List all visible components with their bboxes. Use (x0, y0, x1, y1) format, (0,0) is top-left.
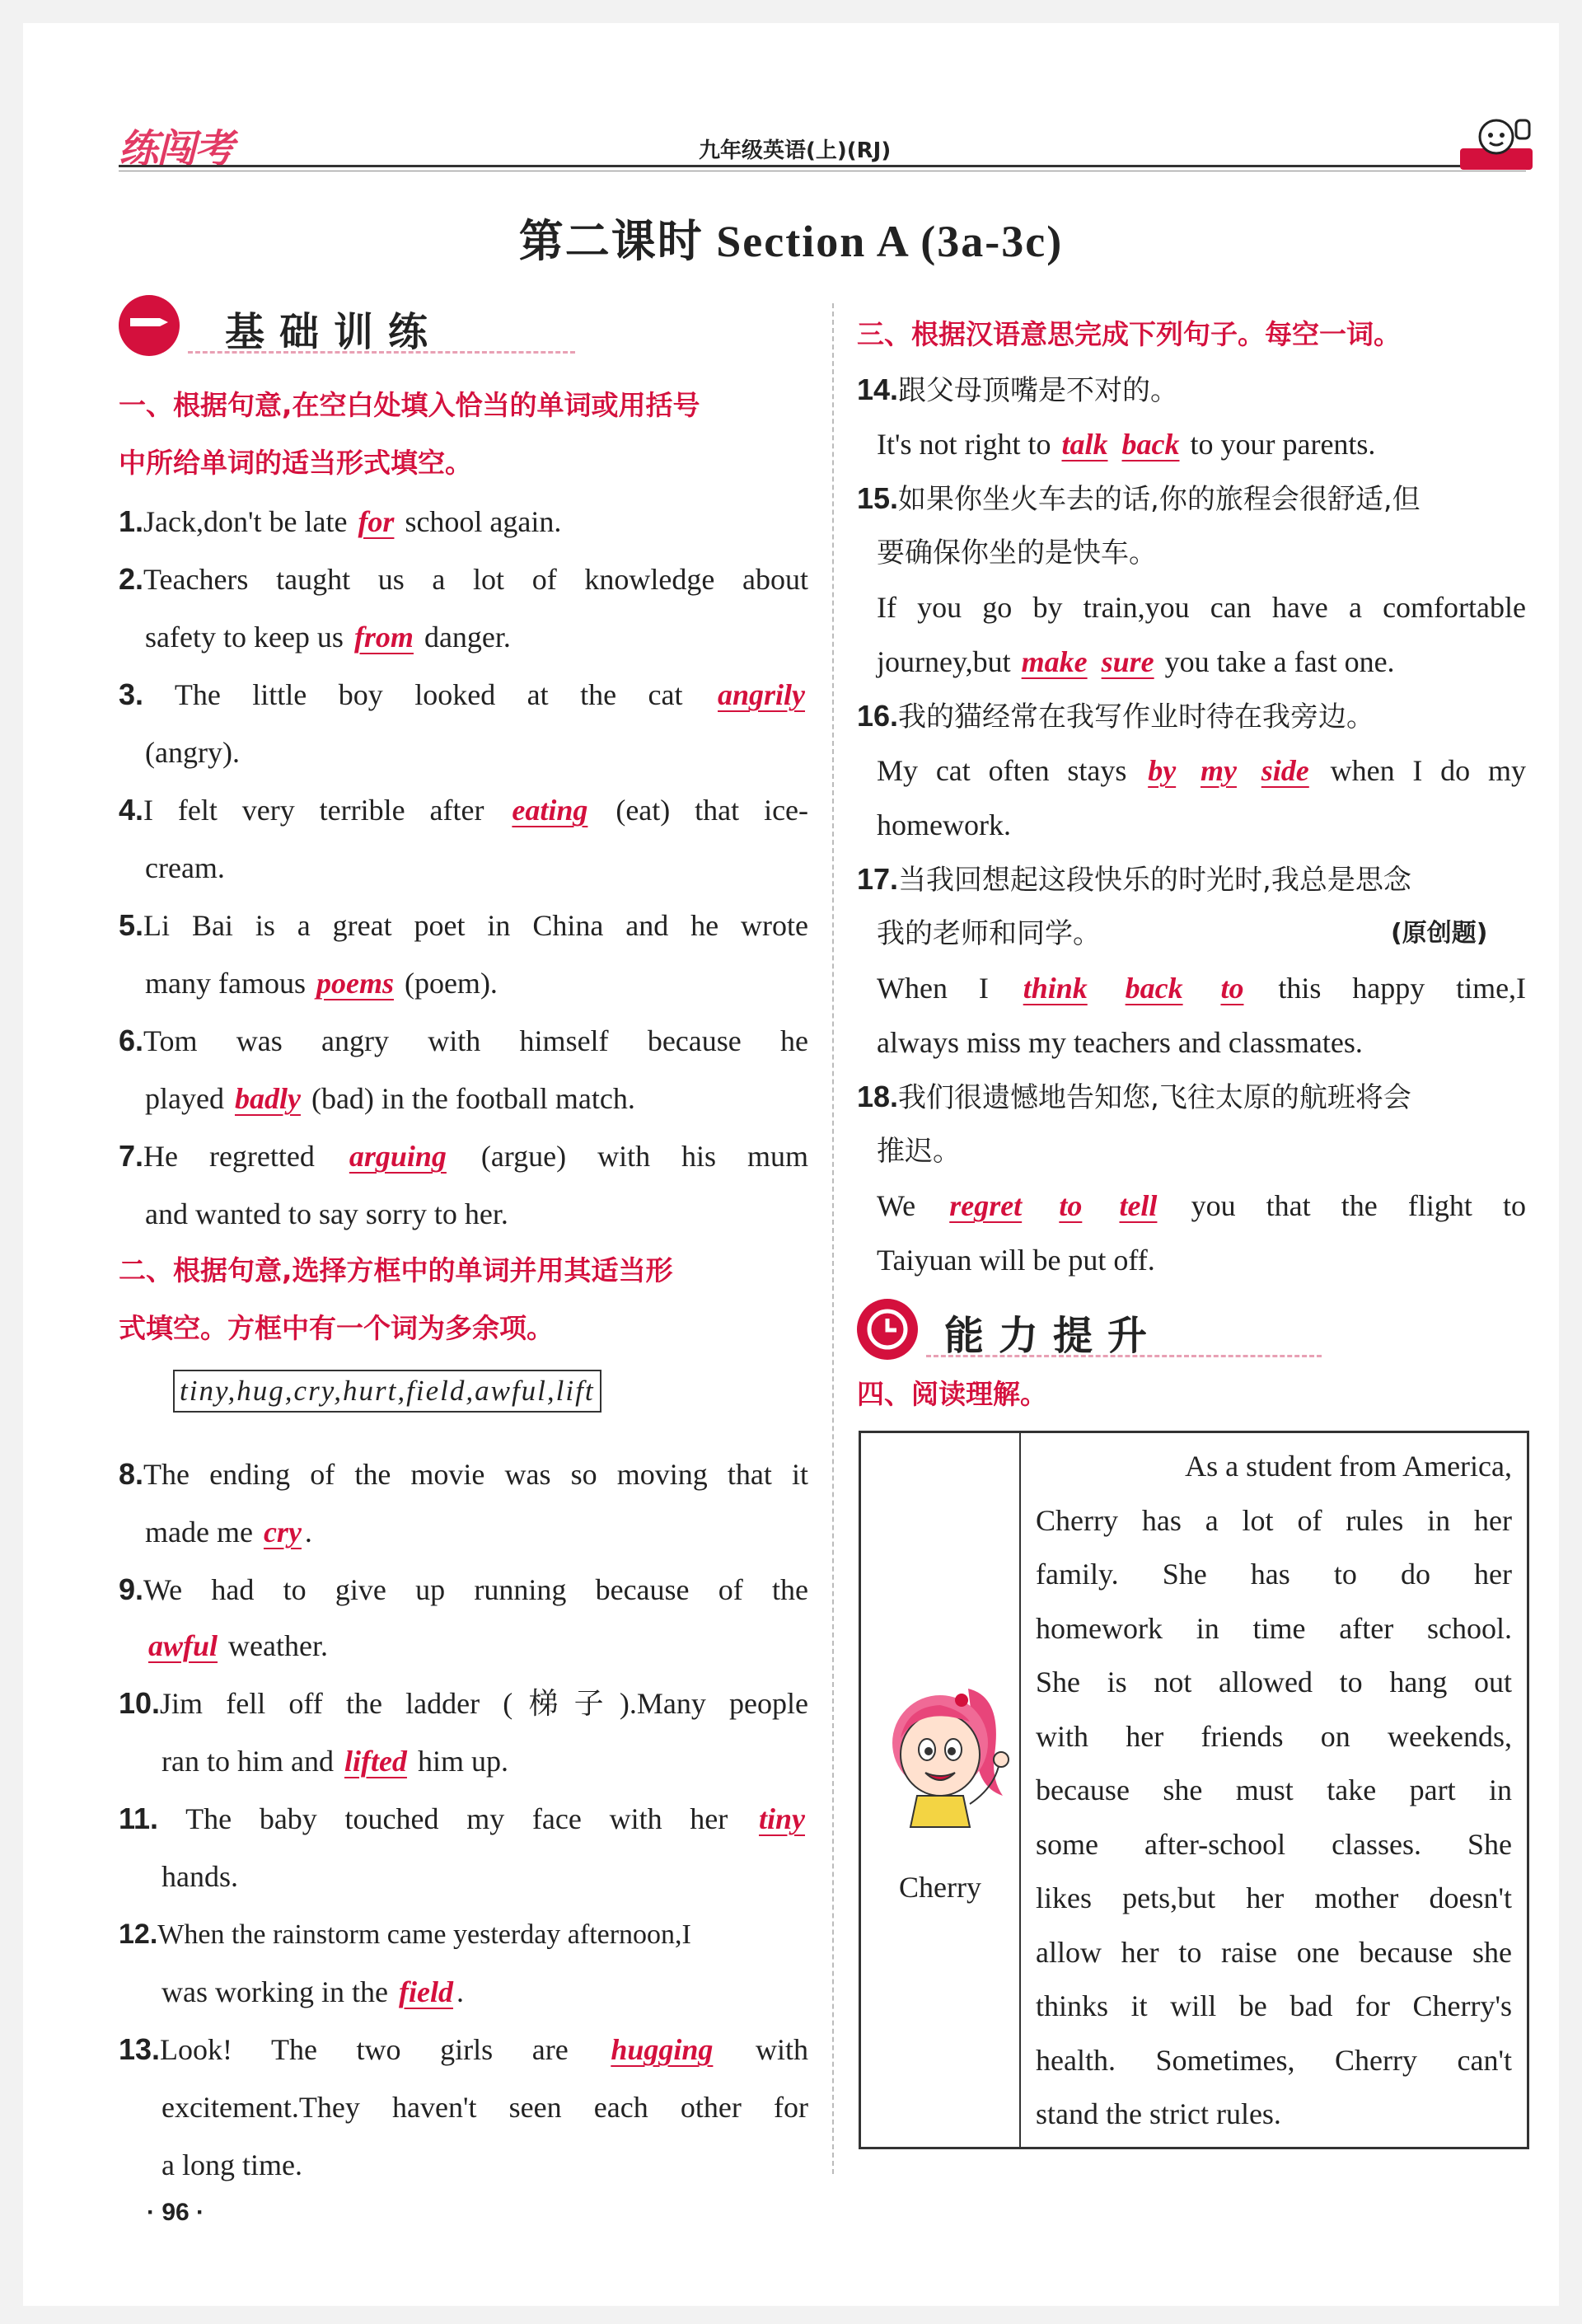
question-18-cn-cont: 推迟。 (877, 1135, 961, 1168)
reading-box-divider (1019, 1433, 1021, 2147)
answer-tell: tell (1119, 1189, 1158, 1222)
passage-line: likes pets,but her mother doesn't (1036, 1881, 1512, 1914)
part4-instruction: 四、阅读理解。 (857, 1378, 1047, 1410)
question-5: 5.Li Bai is a great poet in China and he wrote (119, 908, 808, 942)
answer-lifted: lifted (344, 1745, 407, 1778)
answer-tiny: tiny (758, 1802, 805, 1835)
passage-line: thinks it will be bad for Cherry's (1036, 1989, 1512, 2022)
question-6-cont: played badly (bad) in the football match. (145, 1082, 635, 1115)
section-ability-title: 能力提升 (944, 1313, 1163, 1359)
fist-mascot-icon (1457, 115, 1536, 173)
answer-poems: poems (316, 967, 394, 1000)
column-divider (832, 303, 834, 2174)
question-13-cont: excitement.They haven't seen each other for (161, 2091, 808, 2124)
answer-hugging: hugging (611, 2033, 714, 2066)
page-number: · 96 · (147, 2199, 205, 2226)
answer-cry: cry (263, 1516, 302, 1549)
answer-to-2: to (1059, 1189, 1083, 1222)
question-14-cn: 14.跟父母顶嘴是不对的。 (857, 372, 1179, 407)
answer-awful: awful (148, 1629, 218, 1662)
question-9-cont: awful weather. (145, 1625, 328, 1666)
part1-instruction-cont: 中所给单词的适当形式填空。 (119, 447, 472, 479)
reading-box (859, 1431, 1529, 2149)
question-15-en: If you go by train,you can have a comfortable (877, 591, 1526, 624)
question-2: 2.Teachers taught us a lot of knowledge about (119, 562, 808, 596)
part1-instruction: 一、根据句意,在空白处填入恰当的单词或用括号 (119, 389, 700, 421)
answer-from: from (353, 621, 414, 654)
section-basic-rule (188, 351, 575, 354)
question-15-cn-cont: 要确保你坐的是快车。 (877, 536, 1157, 569)
header-rule (119, 165, 1526, 167)
question-17-en: When I think back to this happy time,I (877, 972, 1527, 1005)
question-7-cont: and wanted to say sorry to her. (145, 1197, 508, 1230)
answer-to: to (1220, 972, 1244, 1005)
passage-line: homework in time after school. (1036, 1611, 1512, 1645)
question-10: 10.Jim fell off the ladder (梯子).Many people (119, 1686, 808, 1720)
passage-line: family. She has to do her (1036, 1558, 1512, 1591)
clock-icon (857, 1299, 918, 1360)
question-17-en-cont: always miss my teachers and classmates. (877, 1026, 1363, 1059)
section-icon (119, 295, 180, 356)
answer-eating: eating (512, 794, 588, 827)
part2-instruction-cont: 式填空。方框中有一个词为多余项。 (119, 1312, 554, 1344)
question-13-end: a long time. (161, 2148, 302, 2181)
question-12: 12.When the rainstorm came yesterday afternoon,I (119, 1919, 691, 1950)
passage-line: She is not allowed to hang out (1036, 1666, 1512, 1698)
section-ability-rule (926, 1355, 1322, 1357)
question-7: 7.He regretted arguing (argue) with his mum (119, 1139, 808, 1173)
question-17-cn: 17.当我回想起这段快乐的时光时,我总是思念 (857, 862, 1411, 897)
original-question-tag: (原创题) (1391, 919, 1488, 948)
question-13: 13.Look! The two girls are hugging with (119, 2032, 809, 2066)
question-8: 8.The ending of the movie was so moving that it (119, 1457, 808, 1491)
question-16-en: My cat often stays by my side when I do my (877, 754, 1526, 787)
passage-line: allow her to raise one because she (1036, 1935, 1512, 1969)
question-18-cn: 18.我们很遗憾地告知您,飞往太原的航班将会 (857, 1080, 1411, 1114)
question-1: 1.Jack,don't be late for school again. (119, 504, 562, 538)
question-18-en: We regret to tell you that the flight to (877, 1189, 1527, 1222)
answer-regret: regret (949, 1189, 1023, 1222)
question-18-en-cont: Taiyuan will be put off. (877, 1244, 1155, 1277)
header-book-title: 九年级英语(上)(RJ) (699, 138, 892, 163)
passage-line: health. Sometimes, Cherry can't (1036, 2043, 1512, 2077)
answer-talk: talk (1061, 428, 1108, 461)
question-8-cont: made me cry . (145, 1516, 312, 1549)
word-box: tiny,hug,cry,hurt,field,awful,lift (173, 1370, 601, 1413)
answer-field: field (398, 1975, 453, 2008)
lesson-title: 第二课时 Section A (3a-3c) (518, 217, 1064, 266)
question-15-cn: 15.如果你坐火车去的话,你的旅程会很舒适,但 (857, 481, 1421, 516)
answer-back: back (1121, 428, 1180, 461)
question-11-cont: hands. (161, 1860, 238, 1893)
question-14-en: It's not right to talk back to your parents. (877, 428, 1376, 461)
section-ability-icon (857, 1299, 918, 1360)
question-3-cont: (angry). (145, 736, 240, 769)
question-11: 11. The baby touched my face with her tiny (119, 1798, 808, 1839)
section-basic-title: 基础训练 (225, 309, 443, 355)
pen-icon (119, 295, 180, 356)
question-16-en-cont: homework. (877, 808, 1011, 841)
answer-side: side (1261, 754, 1309, 787)
question-15-en-cont: journey,but make sure you take a fast one. (877, 645, 1395, 678)
question-16-cn: 16.我的猫经常在我写作业时待在我旁边。 (857, 699, 1375, 733)
question-17-cn-cont: 我的老师和同学。 (877, 917, 1101, 950)
answer-back-2: back (1125, 972, 1183, 1005)
question-6: 6.Tom was angry with himself because he (119, 1024, 808, 1057)
answer-arguing: arguing (349, 1140, 447, 1173)
character-caption: Cherry (899, 1871, 981, 1904)
part2-instruction: 二、根据句意,选择方框中的单词并用其适当形 (119, 1254, 673, 1286)
answer-angrily: angrily (718, 678, 806, 711)
answer-badly: badly (234, 1082, 301, 1115)
question-2-cont: safety to keep us from danger. (145, 621, 511, 654)
page (23, 23, 1559, 2306)
cherry-girl-illustration (871, 1664, 1013, 1829)
answer-sure: sure (1101, 645, 1154, 678)
answer-make: make (1021, 645, 1088, 678)
answer-by: by (1148, 754, 1177, 787)
passage-line: with her friends on weekends, (1036, 1719, 1512, 1753)
passage-line: some after-school classes. She (1036, 1827, 1512, 1861)
answer-my: my (1200, 754, 1237, 787)
question-4-cont: cream. (145, 851, 225, 884)
reading-passage (1036, 1440, 1512, 2142)
question-5-cont: many famous poems (poem). (145, 967, 498, 1000)
question-9: 9.We had to give up running because of the (119, 1572, 808, 1606)
passage-line: because she must take part in (1036, 1773, 1512, 1806)
answer-for: for (358, 505, 395, 538)
header-logo: 练闯考 (119, 126, 233, 172)
answer-think: think (1023, 972, 1088, 1005)
question-12-cont: was working in the field . (161, 1975, 464, 2008)
passage-line: Cherry has a lot of rules in her (1036, 1503, 1512, 1537)
question-4: 4.I felt very terrible after eating (eat) that ice- (119, 793, 809, 827)
question-10-cont: ran to him and lifted him up. (161, 1745, 508, 1778)
passage-line: stand the strict rules. (1036, 2097, 1281, 2130)
question-3: 3. The little boy looked at the cat angrily (119, 674, 808, 715)
part3-instruction: 三、根据汉语意思完成下列句子。每空一词。 (857, 318, 1401, 350)
passage-line: As a student from America, (1185, 1450, 1512, 1483)
